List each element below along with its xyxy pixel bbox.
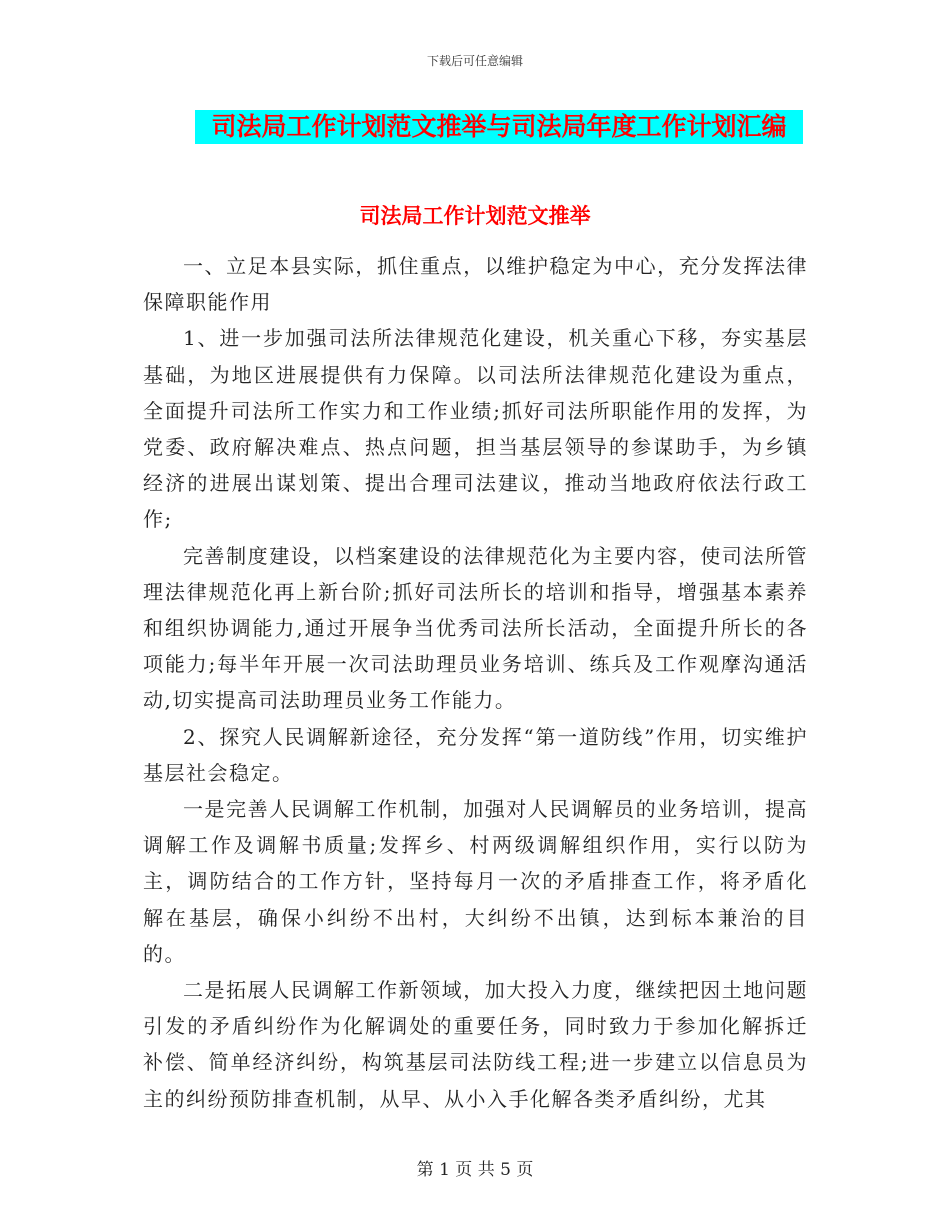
document-title: 司法局工作计划范文推举与司法局年度工作计划汇编 — [195, 110, 803, 144]
document-body — [143, 248, 808, 1117]
paragraph: 完善制度建设，以档案建设的法律规范化为主要内容，使司法所管理法律规范化再上新台阶;抓好司法所长的培训和指导，增强基本素养和组织协调能力,通过开展争当优秀司法所长活动，全面提升所长的各项能力;每半年开展一次司法助理员业务培训、练兵及工作观摩沟通活动,切实提高司法助理员业务工作能力。 — [143, 543, 808, 713]
paragraph: 2、探究人民调解新途径，充分发挥“第一道防线”作用，切实维护基层社会稳定。 — [143, 724, 808, 785]
paragraph: 二是拓展人民调解工作新领域，加大投入力度，继续把因土地问题引发的矛盾纠纷作为化解调处的重要任务，同时致力于参加化解拆迁补偿、简单经济纠纷，构筑基层司法防线工程;进一步建立以信息员为主的纠纷预防排查机制，从早、从小入手化解各类矛盾纠纷，尤其 — [143, 978, 808, 1111]
page-header-note: 下载后可任意编辑 — [426, 54, 523, 68]
page-number-footer: 第 1 页 共 5 页 — [416, 1160, 534, 1180]
paragraph: 一、立足本县实际，抓住重点，以维护稳定为中心，充分发挥法律保障职能作用 — [143, 254, 808, 315]
paragraph: 1、进一步加强司法所法律规范化建设，机关重心下移，夯实基层基础，为地区进展提供有力保障。以司法所法律规范化建设为重点，全面提升司法所工作实力和工作业绩;抓好司法所职能作用的发挥，为党委、政府解决难点、热点问题，担当基层领导的参谋助手，为乡镇经济的进展出谋划策、提出合理司法建议，推动当地政府依法行政工作; — [143, 326, 808, 532]
paragraph: 一是完善人民调解工作机制，加强对人民调解员的业务培训，提高调解工作及调解书质量;发挥乡、村两级调解组织作用，实行以防为主，调防结合的工作方针，坚持每月一次的矛盾排查工作，将矛盾化解在基层，确保小纠纷不出村，大纠纷不出镇，达到标本兼治的目的。 — [143, 797, 808, 966]
section-title: 司法局工作计划范文推举 — [359, 203, 591, 228]
